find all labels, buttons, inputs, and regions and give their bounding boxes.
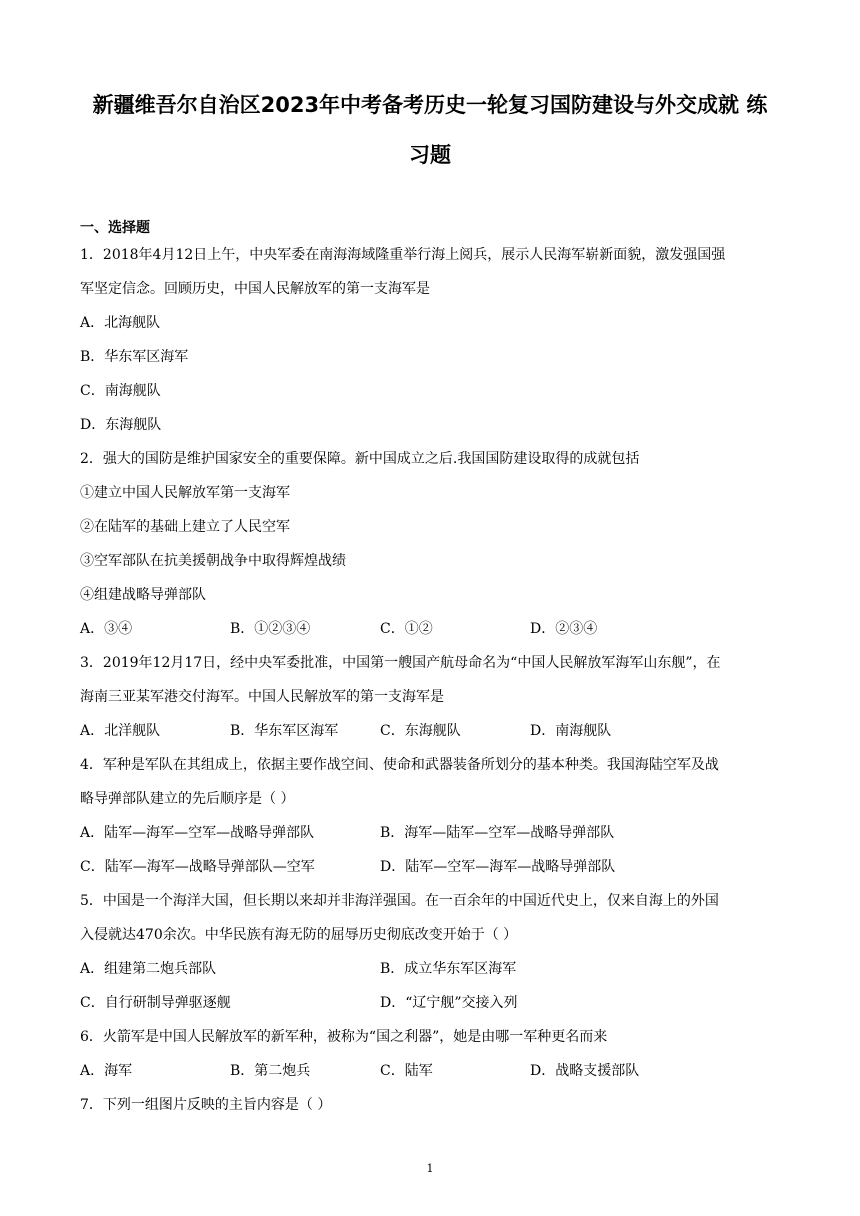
question-stem-line: 6．火箭军是中国人民解放军的新军种，被称为“国之利器”，她是由哪一军种更名而来	[80, 1029, 608, 1045]
option-a: A．陆军—海军—空军—战略导弹部队	[80, 825, 315, 841]
title-line-2: 习题	[409, 143, 451, 167]
option-row	[80, 617, 780, 651]
option-row	[80, 821, 780, 855]
option-row	[80, 991, 780, 1025]
option-c: C．自行研制导弹驱逐舰	[80, 995, 231, 1011]
option-d: D．“辽宁舰”交接入列	[380, 995, 518, 1011]
page-number: 1	[426, 1162, 434, 1175]
option-a: A．组建第二炮兵部队	[80, 961, 217, 977]
question-6	[80, 1025, 780, 1093]
question-1	[80, 243, 780, 447]
option-b: B．第二炮兵	[230, 1063, 311, 1079]
question-stem-line: 4．军种是军队在其组成上，依据主要作战空间、使命和武器装备所划分的基本种类。我国海陆空军及战	[80, 757, 719, 773]
option-a: A．海军	[80, 1063, 133, 1079]
question-3	[80, 651, 780, 753]
option-a: A．北洋舰队	[80, 723, 161, 739]
option-c: C．①②	[380, 621, 433, 637]
option-c: C．陆军	[380, 1063, 433, 1079]
statement-item: ①建立中国人民解放军第一支海军	[80, 485, 290, 501]
question-7	[80, 1093, 780, 1127]
question-stem-line: 7．下列一组图片反映的主旨内容是（ ）	[80, 1097, 332, 1113]
option-row	[80, 957, 780, 991]
question-list	[80, 243, 780, 1127]
option-row	[80, 719, 780, 753]
question-stem-line: 入侵就达470余次。中华民族有海无防的屈辱历史彻底改变开始于（ ）	[80, 927, 518, 943]
option-d: D．战略支援部队	[530, 1063, 640, 1079]
question-stem-line: 3．2019年12月17日，经中央军委批准，中国第一艘国产航母命名为“中国人民解放军海军山东舰”，在	[80, 655, 721, 671]
statement-item: ②在陆军的基础上建立了人民空军	[80, 519, 290, 535]
option-a: A．③④	[80, 621, 133, 637]
question-stem-line: 海南三亚某军港交付海军。中国人民解放军的第一支海军是	[80, 689, 444, 705]
option-c: C．东海舰队	[380, 723, 461, 739]
question-stem-line: 1．2018年4月12日上午，中央军委在南海海域隆重举行海上阅兵，展示人民海军崭新面貌，激发强国强	[80, 247, 726, 263]
option-c: C．陆军—海军—战略导弹部队—空军	[80, 859, 315, 875]
question-5	[80, 889, 780, 1025]
section-heading: 一、选择题	[80, 220, 150, 236]
question-4	[80, 753, 780, 889]
question-stem-line: 略导弹部队建立的先后顺序是（ ）	[80, 791, 295, 807]
option-b: B．海军—陆军—空军—战略导弹部队	[380, 825, 615, 841]
document-title	[60, 80, 800, 180]
option-c: C．南海舰队	[80, 383, 161, 399]
option-b: B．①②③④	[230, 621, 311, 637]
question-stem-line: 2．强大的国防是维护国家安全的重要保障。新中国成立之后.我国国防建设取得的成就包括	[80, 451, 640, 467]
statement-item: ④组建战略导弹部队	[80, 587, 206, 603]
option-a: A．北海舰队	[80, 315, 161, 331]
option-d: D．南海舰队	[530, 723, 612, 739]
option-d: D．②③④	[530, 621, 598, 637]
question-2	[80, 447, 780, 651]
question-stem-line: 5．中国是一个海洋大国，但长期以来却并非海洋强国。在一百余年的中国近代史上，仅来自海上的外国	[80, 893, 719, 909]
question-stem-line: 军坚定信念。回顾历史，中国人民解放军的第一支海军是	[80, 281, 430, 297]
option-row	[80, 1059, 780, 1093]
option-d: D．陆军—空军—海军—战略导弹部队	[380, 859, 616, 875]
title-line-1: 新疆维吾尔自治区2023年中考备考历史一轮复习国防建设与外交成就 练	[92, 93, 768, 117]
option-b: B．华东军区海军	[80, 349, 189, 365]
statement-item: ③空军部队在抗美援朝战争中取得辉煌战绩	[80, 553, 346, 569]
option-b: B．成立华东军区海军	[380, 961, 517, 977]
option-d: D．东海舰队	[80, 417, 162, 433]
option-b: B．华东军区海军	[230, 723, 339, 739]
option-row	[80, 855, 780, 889]
